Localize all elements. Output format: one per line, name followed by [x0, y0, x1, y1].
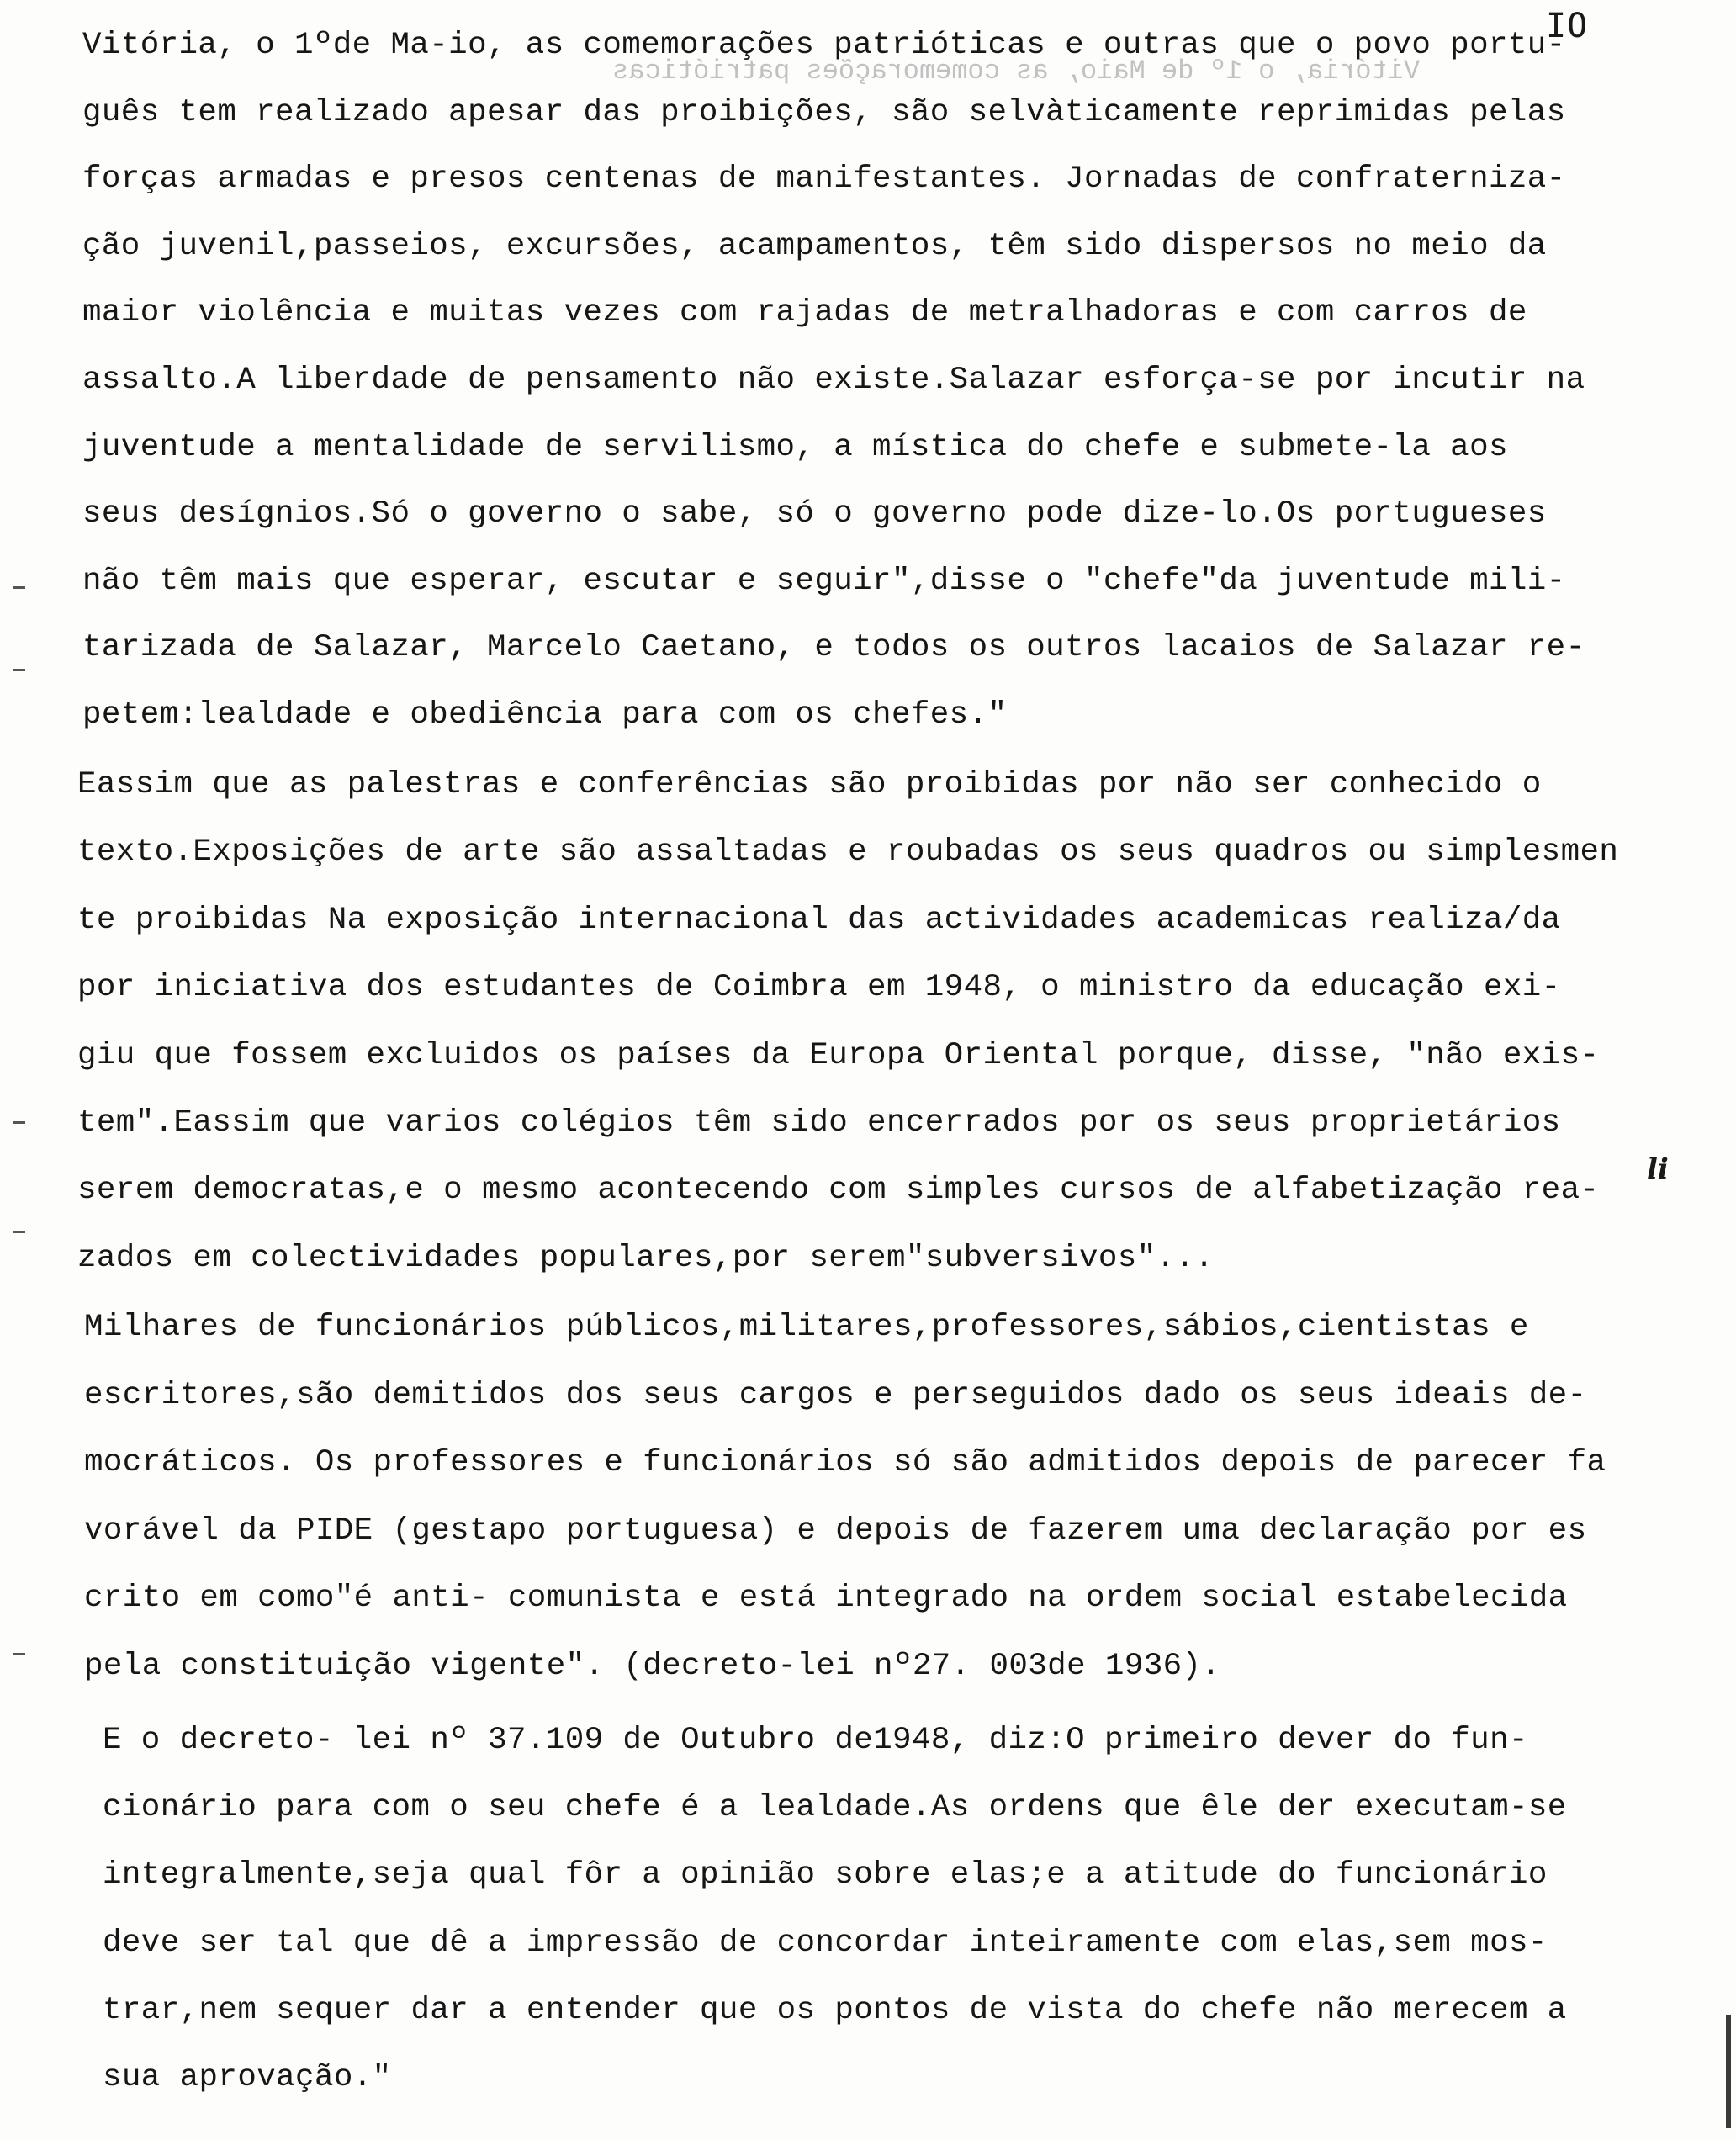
paragraph-2-line: texto.Exposições de arte são assaltadas e roubadas os seus quadros ou simplesmen — [77, 834, 1619, 870]
page-number: IO — [1546, 7, 1589, 45]
paragraph-4-line: E o decreto- lei nº 37.109 de Outubro de1948, diz:O primeiro dever do fun- — [103, 1723, 1528, 1758]
paragraph-2-line: por iniciativa dos estudantes de Coimbra em 1948, o ministro da educação exi- — [77, 970, 1561, 1005]
paragraph-3-line: vorável da PIDE (gestapo portuguesa) e depois de fazerem uma declaração por es — [84, 1513, 1587, 1549]
paragraph-1-line: petem:lealdade e obediência para com os chefes." — [82, 697, 1008, 733]
paragraph-1-line: guês tem realizado apesar das proibições, são selvàticamente reprimidas pelas — [82, 95, 1566, 130]
paragraph-4-line: deve ser tal que dê a impressão de concordar inteiramente com elas,sem mos- — [103, 1925, 1548, 1961]
paragraph-2-line: giu que fossem excluidos os países da Europa Oriental porque, disse, "não exis- — [77, 1038, 1600, 1073]
paragraph-3-line: pela constituição vigente". (decreto-lei nº27. 003de 1936). — [84, 1649, 1221, 1684]
margin-annotation: li — [1647, 1152, 1669, 1186]
paragraph-1-line: seus desígnios.Só o governo o sabe, só o governo pode dize-lo.Os portugueses — [82, 496, 1547, 532]
paragraph-3-line: mocráticos. Os professores e funcionários só são admitidos depois de parecer fa — [84, 1445, 1606, 1481]
paragraph-2-line: Eassim que as palestras e conferências são proibidas por não ser conhecido o — [77, 767, 1542, 802]
paragraph-4-line: trar,nem sequer dar a entender que os pontos de vista do chefe não merecem a — [103, 1993, 1567, 2028]
paragraph-2-line: te proibidas Na exposição internacional das actividades academicas realiza/da — [77, 903, 1561, 938]
paragraph-3-line: escritores,são demitidos dos seus cargos e perseguidos dado os seus ideais de- — [84, 1378, 1587, 1413]
paragraph-3-line: crito em como"é anti- comunista e está integrado na ordem social estabelecida — [84, 1581, 1568, 1616]
margin-tick — [13, 1231, 25, 1233]
paragraph-4-line: integralmente,seja qual fôr a opinião sobre elas;e a atitude do funcionário — [103, 1857, 1548, 1893]
paragraph-2-line: zados em colectividades populares,por serem"subversivos"... — [77, 1241, 1215, 1276]
paragraph-1-line: tarizada de Salazar, Marcelo Caetano, e todos os outros lacaios de Salazar re- — [82, 630, 1585, 665]
paragraph-1-line: assalto.A liberdade de pensamento não existe.Salazar esforça-se por incutir na — [82, 363, 1585, 398]
bleed-through-text: Vitória, o 1º de Maio, as comemorações patrióticas — [612, 56, 1421, 87]
margin-tick — [13, 1121, 25, 1124]
paragraph-2-line: serem democratas,e o mesmo acontecendo com simples cursos de alfabetização rea- — [77, 1173, 1600, 1208]
paragraph-1-line: forças armadas e presos centenas de manifestantes. Jornadas de confraterniza- — [82, 162, 1566, 197]
margin-tick — [13, 1653, 25, 1655]
vertical-ink-mark — [1726, 2015, 1731, 2128]
paragraph-4-line: cionário para com o seu chefe é a lealdade.As ordens que êle der executam-se — [103, 1790, 1567, 1825]
paragraph-1-line: maior violência e muitas vezes com rajadas de metralhadoras e com carros de — [82, 295, 1527, 331]
margin-tick — [13, 669, 25, 671]
paragraph-1-line: Vitória, o 1ºde Ma-io, as comemorações patrióticas e outras que o povo portu- — [82, 28, 1566, 63]
margin-tick — [13, 586, 25, 589]
paragraph-1-line: juventude a mentalidade de servilismo, a mística do chefe e submete-la aos — [82, 430, 1508, 465]
paragraph-1-line: ção juvenil,passeios, excursões, acampamentos, têm sido dispersos no meio da — [82, 229, 1547, 264]
paragraph-4-line: sua aprovação." — [103, 2060, 392, 2095]
paragraph-1-line: não têm mais que esperar, escutar e seguir",disse o "chefe"da juventude mili- — [82, 564, 1566, 599]
paragraph-3-line: Milhares de funcionários públicos,militares,professores,sábios,cientistas e — [84, 1310, 1529, 1345]
paragraph-2-line: tem".Eassim que varios colégios têm sido encerrados por os seus proprietários — [77, 1105, 1561, 1141]
